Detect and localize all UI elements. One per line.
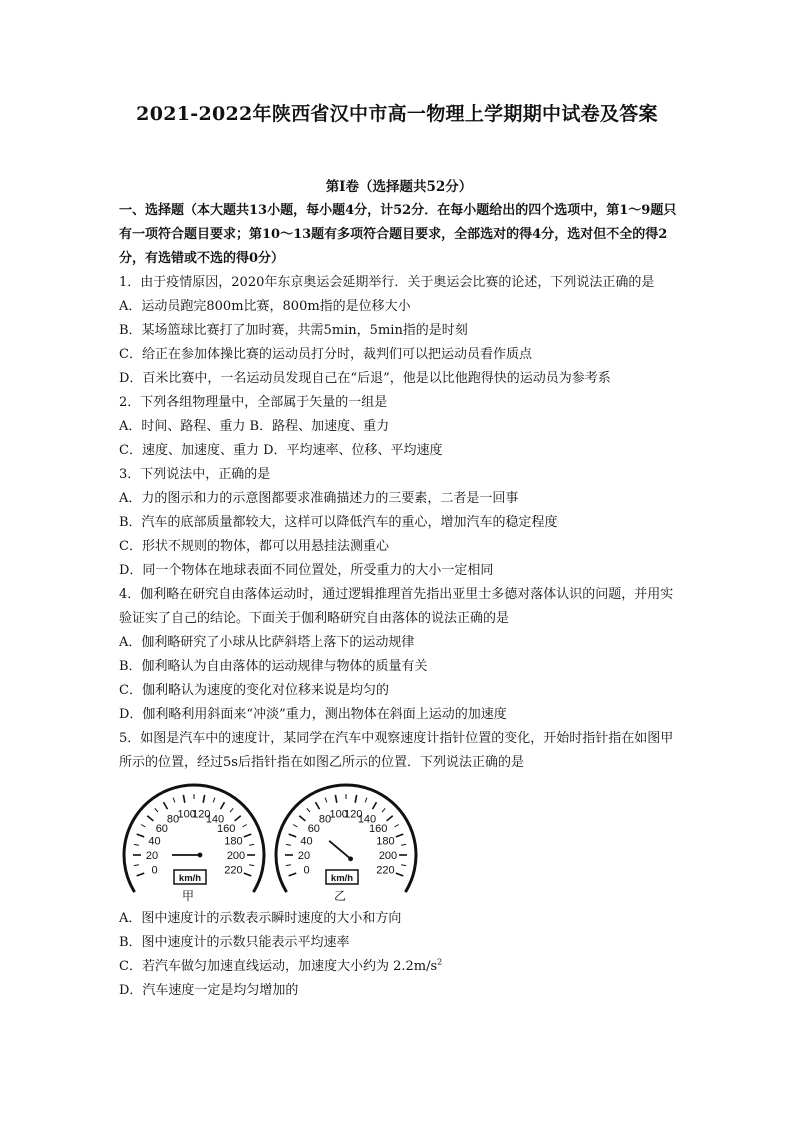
option-cd: C．速度、加速度、重力 D．平均速率、位移、平均速度 xyxy=(119,443,443,458)
gauge-tick xyxy=(299,816,305,821)
option-b: B．伽利略认为自由落体的运动规律与物体的质量有关 xyxy=(119,659,428,674)
speedometer-left xyxy=(119,777,269,903)
gauge-minor-tick xyxy=(141,825,145,828)
gauge-tick xyxy=(244,834,252,837)
gauge-tick xyxy=(289,834,297,837)
gauge-tick-label: 220 xyxy=(376,864,395,877)
question-stem: 2．下列各组物理量中，全部属于矢量的一组是 xyxy=(119,395,388,410)
question-4 xyxy=(119,583,679,727)
option-a: A．运动员跑完800m比赛，800m指的是位移大小 xyxy=(119,299,411,314)
option-d: D．汽车速度一定是均匀增加的 xyxy=(119,983,299,998)
question-stem: 4．伽利略在研究自由落体运动时，通过逻辑推理首先指出亚里士多德对落体认识的问题，并用实验证实了自己的结论。下面关于伽利略研究自由落体的说法正确的是 xyxy=(119,587,674,626)
gauge-minor-tick xyxy=(213,798,215,803)
figure-label: 甲 xyxy=(181,889,195,903)
gauge-tick-label: 200 xyxy=(378,850,398,862)
figure-label: 乙 xyxy=(333,889,347,903)
gauge-tick-label: 180 xyxy=(376,835,395,848)
question-stem: 3．下列说法中，正确的是 xyxy=(119,467,271,482)
gauge-tick xyxy=(373,802,377,809)
gauge-minor-tick xyxy=(286,865,291,866)
gauge-tick xyxy=(221,802,225,809)
section-title: 第Ⅰ卷（选择题共52分） xyxy=(325,179,473,195)
gauge-tick xyxy=(183,795,184,803)
speedometer-right xyxy=(271,777,421,903)
gauge-tick xyxy=(387,816,393,821)
option-b: B．汽车的底部质量都较大，这样可以降低汽车的重心，增加汽车的稳定程度 xyxy=(119,515,558,530)
gauge-minor-tick xyxy=(286,844,291,845)
gauge-tick-label: 80 xyxy=(318,813,332,826)
option-d: D．同一个物体在地球表面不同位置处，所受重力的大小一定相同 xyxy=(119,563,494,578)
gauge-tick xyxy=(355,795,356,803)
gauge-tick xyxy=(316,802,320,809)
gauge-minor-tick xyxy=(249,865,254,866)
gauge-tick xyxy=(164,802,168,809)
unit-label: km/h xyxy=(178,873,202,884)
gauge-tick-label: 20 xyxy=(145,850,159,862)
gauge-tick-label: 60 xyxy=(307,823,320,836)
gauge-tick xyxy=(203,795,204,803)
gauge-needle xyxy=(329,841,350,859)
gauge-minor-tick xyxy=(382,808,385,812)
gauge-tick-label: 80 xyxy=(166,813,180,826)
gauge-tick-label: 160 xyxy=(368,823,388,836)
question-stem: 5．如图是汽车中的速度计，某同学在汽车中观察速度计指针位置的变化，开始时指针指在如图甲所示的位置，经过5s后指针指在如图乙所示的位置．下列说法正确的是 xyxy=(119,731,674,770)
gauge-minor-tick xyxy=(134,844,139,845)
unit-label: km/h xyxy=(330,873,354,884)
gauge-minor-tick xyxy=(134,865,139,866)
gauge-minor-tick xyxy=(249,844,254,845)
question-1 xyxy=(119,271,679,391)
instructions: 一、选择题（本大题共13小题，每小题4分，计52分．在每小题给出的四个选项中，第1～9题只有一项符合题目要求；第10～13题有多项符合题目要求，全部选对的得4分，选对但不全的得2分，有选错或不选的得0分） xyxy=(119,203,677,266)
needle-hub xyxy=(198,853,203,858)
gauge-minor-tick xyxy=(307,808,310,812)
option-a: A．力的图示和力的示意图都要求准确描述力的三要素，二者是一回事 xyxy=(119,491,519,506)
option-c-text: C．若汽车做匀加速直线运动，加速度大小约为 2.2m/s xyxy=(119,959,438,974)
gauge-tick-label: 220 xyxy=(224,864,243,877)
option-c xyxy=(119,955,679,979)
gauge-tick xyxy=(137,873,145,876)
option-a: A．图中速度计的示数表示瞬时速度的大小和方向 xyxy=(119,911,402,926)
gauge-tick-label: 140 xyxy=(357,813,377,826)
gauge-minor-tick xyxy=(365,798,367,803)
gauge-tick xyxy=(235,816,241,821)
gauge-tick-label: 20 xyxy=(297,850,311,862)
gauge-tick-label: 0 xyxy=(151,864,158,877)
gauge-minor-tick xyxy=(293,825,297,828)
gauge-minor-tick xyxy=(173,798,175,803)
gauge-tick-label: 180 xyxy=(224,835,243,848)
gauge-tick xyxy=(244,873,252,876)
gauge-minor-tick xyxy=(394,825,398,828)
option-c: C．形状不规则的物体，都可以用悬挂法测重心 xyxy=(119,539,389,554)
page-title: 2021-2022年陕西省汉中市高一物理上学期期中试卷及答案 xyxy=(136,103,658,125)
gauge-tick xyxy=(147,816,153,821)
gauge-minor-tick xyxy=(230,808,233,812)
needle-hub xyxy=(348,856,353,861)
exam-content xyxy=(119,175,679,1003)
question-2 xyxy=(119,391,679,463)
speedometer-figure xyxy=(119,777,679,903)
question-5 xyxy=(119,727,679,1003)
gauge-tick-label: 120 xyxy=(344,808,363,821)
gauge-minor-tick xyxy=(155,808,158,812)
gauge-tick-label: 60 xyxy=(155,823,168,836)
gauge-tick-label: 100 xyxy=(177,808,196,821)
gauge-tick-label: 40 xyxy=(148,835,161,848)
gauge-tick xyxy=(137,834,145,837)
gauge-minor-tick xyxy=(401,844,406,845)
gauge-minor-tick xyxy=(325,798,327,803)
question-3 xyxy=(119,463,679,583)
gauge-minor-tick xyxy=(401,865,406,866)
option-d: D．伽利略利用斜面来“冲淡”重力，测出物体在斜面上运动的加速度 xyxy=(119,707,507,722)
option-b: B．某场篮球比赛打了加时赛，共需5min，5min指的是时刻 xyxy=(119,323,468,338)
question-stem: 1．由于疫情原因，2020年东京奥运会延期举行．关于奥运会比赛的论述，下列说法正确的是 xyxy=(119,275,655,290)
gauge-tick-label: 200 xyxy=(226,850,246,862)
gauge-tick-label: 40 xyxy=(300,835,313,848)
gauge-tick-label: 120 xyxy=(192,808,211,821)
option-d: D．百米比赛中，一名运动员发现自己在“后退”，他是以比他跑得快的运动员为参考系 xyxy=(119,371,611,386)
gauge-tick xyxy=(289,873,297,876)
gauge-minor-tick xyxy=(242,825,246,828)
gauge-tick-label: 0 xyxy=(303,864,310,877)
option-c: C．伽利略认为速度的变化对位移来说是均匀的 xyxy=(119,683,389,698)
gauge-tick xyxy=(396,834,404,837)
option-b: B．图中速度计的示数只能表示平均速率 xyxy=(119,935,350,950)
option-c: C．给正在参加体操比赛的运动员打分时，裁判们可以把运动员看作质点 xyxy=(119,347,532,362)
gauge-tick xyxy=(335,795,336,803)
gauge-tick-label: 140 xyxy=(205,813,225,826)
gauge-tick-label: 160 xyxy=(216,823,236,836)
option-ab: A．时间、路程、重力 B．路程、加速度、重力 xyxy=(119,419,390,434)
gauge-tick xyxy=(396,873,404,876)
gauge-tick-label: 100 xyxy=(329,808,348,821)
option-c-exponent: 2 xyxy=(437,957,443,967)
option-a: A．伽利略研究了小球从比萨斜塔上落下的运动规律 xyxy=(119,635,415,650)
